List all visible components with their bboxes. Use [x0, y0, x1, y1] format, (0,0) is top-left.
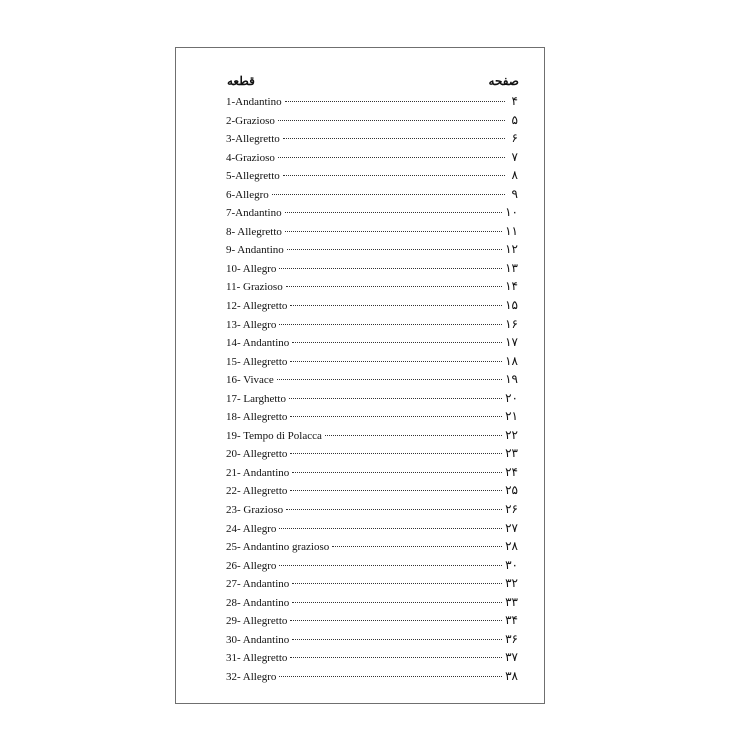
toc-entry-page: ۲۵: [505, 483, 518, 498]
toc-entry: [226, 148, 518, 167]
page-column-header: صفحه: [488, 74, 519, 88]
toc-entry: [226, 648, 518, 667]
toc-entry-title: 30- Andantino: [226, 633, 290, 646]
dot-leader: [292, 342, 502, 343]
toc-entry-title: 16- Vivace: [226, 374, 274, 387]
toc-entry-page: ۲۳: [505, 446, 518, 461]
toc-entry-title: 28- Andantino: [226, 596, 290, 609]
dot-leader: [332, 546, 502, 547]
toc-entry-title: 32- Allegro: [226, 670, 277, 683]
dot-leader: [283, 175, 505, 176]
toc-entry-page: ۶: [511, 131, 518, 146]
dot-leader: [279, 528, 502, 529]
toc-entry-title: 17- Larghetto: [226, 392, 286, 405]
toc-entry-page: ۳۸: [505, 668, 518, 683]
dot-leader: [290, 416, 502, 417]
toc-entry-title: 20- Allegretto: [226, 448, 288, 461]
dot-leader: [289, 398, 502, 399]
dot-leader: [286, 286, 502, 287]
toc-entry: [226, 500, 518, 519]
toc-entry-title: 26- Allegro: [226, 559, 277, 572]
toc-entry: [226, 129, 518, 148]
dot-leader: [287, 249, 502, 250]
toc-entry-page: ۱۵: [505, 298, 518, 313]
toc-entry: [226, 203, 518, 222]
toc-entry-title: 23- Grazioso: [226, 504, 284, 517]
toc-entry: [226, 519, 518, 538]
dot-leader: [325, 435, 502, 436]
toc-entry-page: ۲۴: [505, 464, 518, 479]
toc-entry-page: ۱۴: [505, 279, 518, 294]
toc-entry-title: 10- Allegro: [226, 262, 277, 275]
dot-leader: [285, 231, 502, 232]
toc-entry: [226, 481, 518, 500]
dot-leader: [290, 361, 502, 362]
toc-entry: [226, 333, 518, 352]
toc-entry-title: 21- Andantino: [226, 466, 290, 479]
toc-entry-page: ۳۳: [505, 594, 518, 609]
toc-entry-page: ۲۱: [505, 409, 518, 424]
dot-leader: [292, 602, 502, 603]
toc-entry-title: 5-Allegretto: [226, 170, 280, 183]
toc-entry-page: ۴: [511, 94, 518, 108]
toc-entry-title: 15- Allegretto: [226, 355, 288, 368]
toc-entry-page: ۱۶: [505, 316, 518, 331]
dot-leader: [290, 490, 502, 491]
toc-entry-page: ۲۲: [505, 427, 518, 442]
toc-entry-page: ۳۰: [505, 557, 518, 572]
toc-entry: [226, 259, 518, 278]
toc-entry-title: 29- Allegretto: [226, 615, 288, 628]
toc-entry-page: ۳۴: [505, 613, 518, 628]
toc-entry-page: ۳۲: [505, 576, 518, 591]
toc-entry-page: ۳۶: [505, 631, 518, 646]
dot-leader: [279, 324, 502, 325]
toc-entry-page: ۸: [511, 168, 518, 183]
dot-leader: [285, 101, 505, 102]
toc-entry-title: 27- Andantino: [226, 578, 290, 591]
dot-leader: [290, 305, 502, 306]
toc-entry-title: 9- Andantino: [226, 244, 284, 257]
toc-entry-title: 25- Andantino grazioso: [226, 541, 330, 554]
toc-entry-page: ۱۰: [505, 205, 518, 220]
toc-entry: [226, 166, 518, 185]
toc-entry-page: ۲۶: [505, 502, 518, 517]
toc-entry: [226, 352, 518, 371]
toc-entry: [226, 611, 518, 630]
toc-entry-page: ۲۷: [505, 520, 518, 535]
dot-leader: [278, 157, 505, 158]
document-page: [175, 47, 545, 704]
toc-entry: [226, 667, 518, 686]
toc-entry-page: ۱۸: [505, 353, 518, 368]
piece-column-header: قطعه: [227, 74, 255, 88]
toc-entry-page: ۳۷: [505, 650, 518, 665]
toc-entry-title: 19- Tempo di Polacca: [226, 429, 322, 442]
toc-entry-title: 14- Andantino: [226, 337, 290, 350]
toc-entry: [226, 277, 518, 296]
dot-leader: [285, 212, 503, 213]
toc-entry: [226, 463, 518, 482]
toc-entry-page: ۱۷: [505, 335, 518, 350]
toc-entry: [226, 426, 518, 445]
toc-entry-title: 13- Allegro: [226, 318, 277, 331]
toc-entry-page: ۲۸: [505, 539, 518, 554]
toc-entry-title: 1-Andantino: [226, 96, 282, 108]
toc-entry-page: ۲۰: [505, 390, 518, 405]
toc-entry-title: 18- Allegretto: [226, 411, 288, 424]
toc-entry: [226, 315, 518, 334]
toc-entry: [226, 92, 518, 111]
toc-entry: [226, 296, 518, 315]
toc-header: [227, 73, 519, 91]
toc-entry: [226, 556, 518, 575]
toc-entry: [226, 389, 518, 408]
toc-entry-page: ۱۳: [505, 260, 518, 275]
dot-leader: [279, 565, 502, 566]
dot-leader: [283, 138, 505, 139]
toc-entry-title: 24- Allegro: [226, 522, 277, 535]
toc-entry-page: ۵: [511, 112, 518, 127]
toc-entry-title: 31- Allegretto: [226, 652, 288, 665]
toc-entry-title: 4-Grazioso: [226, 151, 275, 164]
toc-entry: [226, 222, 518, 241]
dot-leader: [278, 120, 505, 121]
toc-entry: [226, 630, 518, 649]
dot-leader: [290, 620, 502, 621]
toc-entry-page: ۱۱: [505, 223, 518, 238]
toc-entry: [226, 111, 518, 130]
toc-entry-title: 12- Allegretto: [226, 300, 288, 313]
toc-entry-title: 2-Grazioso: [226, 114, 275, 127]
dot-leader: [290, 453, 502, 454]
toc-entry-title: 22- Allegretto: [226, 485, 288, 498]
toc-entry-page: ۱۹: [505, 372, 518, 387]
dot-leader: [279, 268, 502, 269]
table-of-contents: [226, 92, 518, 686]
toc-entry: [226, 444, 518, 463]
dot-leader: [286, 509, 502, 510]
toc-entry-page: ۹: [511, 186, 518, 201]
dot-leader: [277, 379, 502, 380]
toc-entry: [226, 574, 518, 593]
toc-entry-page: ۷: [511, 149, 518, 164]
dot-leader: [292, 583, 502, 584]
dot-leader: [292, 639, 502, 640]
toc-entry-title: 3-Allegretto: [226, 133, 280, 146]
toc-entry: [226, 240, 518, 259]
toc-entry-title: 11- Grazioso: [226, 281, 283, 294]
toc-entry: [226, 537, 518, 556]
dot-leader: [272, 194, 505, 195]
toc-entry: [226, 407, 518, 426]
dot-leader: [290, 657, 502, 658]
toc-entry: [226, 185, 518, 204]
toc-entry-title: 6-Allegro: [226, 188, 269, 201]
dot-leader: [279, 676, 502, 677]
toc-entry: [226, 370, 518, 389]
toc-entry-title: 8- Allegretto: [226, 225, 282, 238]
dot-leader: [292, 472, 502, 473]
toc-entry-page: ۱۲: [505, 242, 518, 257]
toc-entry: [226, 593, 518, 612]
toc-entry-title: 7-Andantino: [226, 207, 282, 220]
